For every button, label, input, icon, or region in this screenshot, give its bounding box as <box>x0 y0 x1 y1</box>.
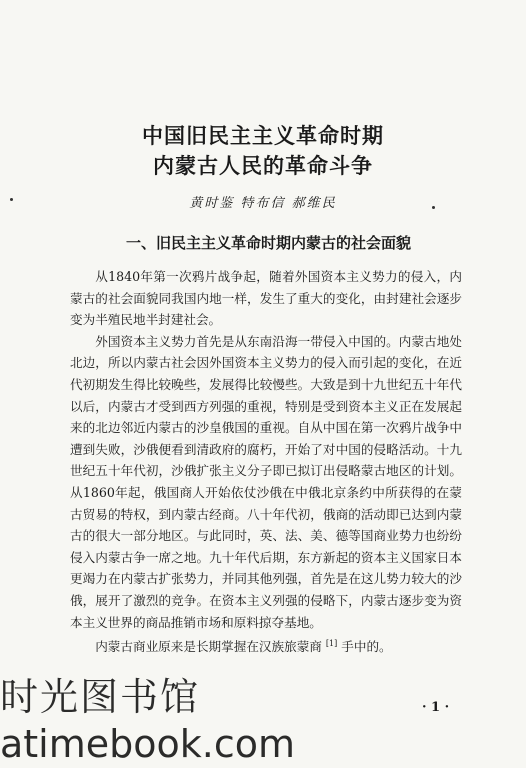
watermark-url: atimebook.com <box>0 722 296 766</box>
paragraph: 外国资本主义势力首先是从东南沿海一带侵入中国的。内蒙古地处北边，所以内蒙古社会因外国资本主义势力的侵入而引起的变化，在近代初期发生得比较晚些，发展得比较慢些。大致是到十九世纪五十年代以后，内蒙古才受到西方列强的重视，特别是受到资本主义正在发展起来的北边邻近内蒙古的沙皇俄国的重视。自从中国在第一次鸦片战争中遭到失败，沙俄便看到清政府的腐朽，开始了对中国的侵略活动。十九世纪五十年代初，沙俄扩张主义分子即已拟订出侵略蒙古地区的计划。从1860年起，俄国商人开始依仗沙俄在中俄北京条约中所获得的在蒙古贸易的特权，到内蒙古经商。八十年代初，俄商的活动即已达到内蒙古的很大一部分地区。与此同时，英、法、美、德等国商业势力也纷纷侵入内蒙古争一席之地。九十年代后期，东方新起的资本主义国家日本更竭力在内蒙古扩张势力，并同其他列强，首先是在这儿势力较大的沙俄，展开了激烈的竞争。在资本主义列强的侵略下，内蒙古逐步变为资本主义世界的商品推销市场和原料掠夺基地。 <box>70 333 462 630</box>
authors: 黄时鉴 特布信 郝维民 <box>189 196 337 211</box>
title-line-1: 中国旧民主主义革命时期 <box>142 123 384 148</box>
paragraph-last-text: 内蒙古商业原来是长期掌握在汉族旅蒙商 <box>95 639 322 655</box>
paragraph-last-tail: 手中的。 <box>341 639 392 655</box>
paragraph: 从1840年第一次鸦片战争起，随着外国资本主义势力的侵入，内蒙古的社会面貌同我国内地一样，发生了重大的变化，由封建社会逐步变为半殖民地半封建社会。 <box>70 269 462 328</box>
title-line-2: 内蒙古人民的革命斗争 <box>153 153 373 178</box>
scan-speck <box>432 206 435 209</box>
scan-speck <box>10 198 13 201</box>
page-number: · 1 · <box>422 700 450 715</box>
watermark-chinese: 时光图书馆 <box>0 675 201 719</box>
paragraph-last <box>70 633 462 658</box>
section-heading: 一、旧民主主义革命时期内蒙古的社会面貌 <box>126 234 412 252</box>
footnote-marker: [1] <box>325 639 338 649</box>
body-text <box>70 266 462 658</box>
